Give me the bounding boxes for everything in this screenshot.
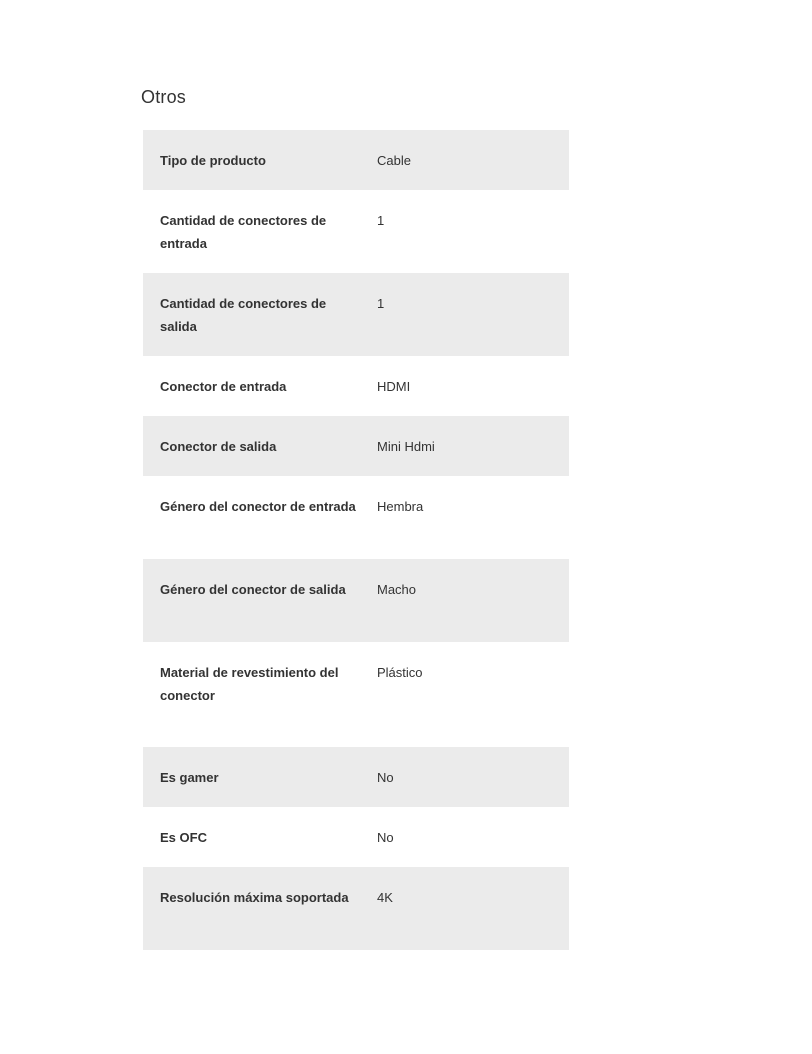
spec-value: No (377, 770, 394, 785)
spec-row (143, 867, 569, 950)
spec-value: HDMI (377, 379, 411, 394)
spec-label: Resolución máxima soportada (160, 890, 349, 905)
spec-value: Macho (377, 582, 417, 597)
section-title: Otros (141, 87, 187, 107)
spec-value: Mini Hdmi (377, 439, 435, 454)
spec-label: Es OFC (160, 830, 207, 845)
spec-row (143, 273, 569, 356)
spec-row (143, 642, 569, 747)
spec-value: No (377, 830, 394, 845)
spec-label: Cantidad de conectores de entrada (160, 213, 327, 251)
spec-value: Hembra (377, 499, 424, 514)
spec-row (143, 747, 569, 807)
spec-value: Cable (377, 153, 411, 168)
spec-row (143, 807, 569, 867)
spec-label: Material de revestimiento del conector (160, 665, 339, 703)
spec-value: 1 (377, 213, 385, 228)
spec-label: Tipo de producto (160, 153, 266, 168)
spec-value: Plástico (377, 665, 423, 680)
spec-row (143, 416, 569, 476)
spec-value: 1 (377, 296, 385, 311)
spec-label: Cantidad de conectores de salida (160, 296, 327, 334)
spec-row (143, 476, 569, 559)
spec-label: Conector de entrada (160, 379, 287, 394)
spec-label: Género del conector de entrada (160, 499, 356, 514)
specs-table (143, 130, 569, 950)
spec-row (143, 190, 569, 273)
spec-label: Es gamer (160, 770, 219, 785)
spec-row (143, 356, 569, 416)
spec-row (143, 130, 569, 190)
spec-label: Género del conector de salida (160, 582, 346, 597)
spec-label: Conector de salida (160, 439, 277, 454)
spec-row (143, 559, 569, 642)
spec-value: 4K (377, 890, 393, 905)
